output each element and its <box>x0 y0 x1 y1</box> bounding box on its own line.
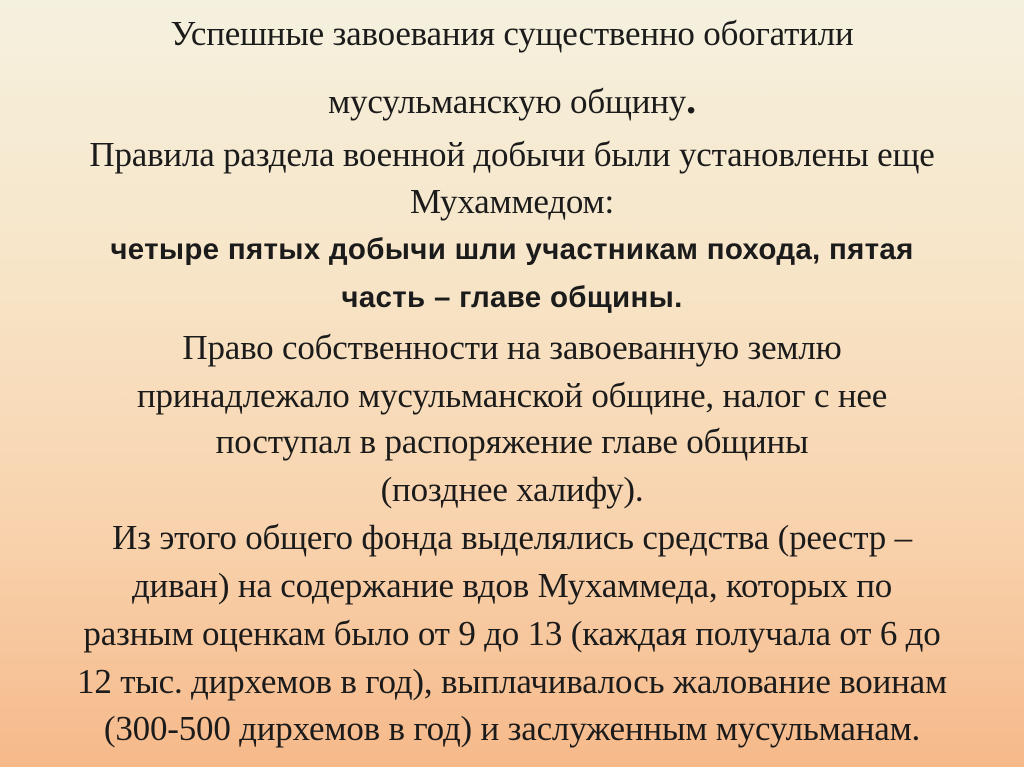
line-text: Мухаммедом: <box>409 182 614 221</box>
text-line <box>0 662 1024 702</box>
line-text: мусульманскую общину <box>328 82 687 121</box>
line-period: . <box>686 77 696 122</box>
line-text: (300-500 дирхемов в год) и заслуженным мусульманам. <box>103 709 921 748</box>
text-line-bold <box>0 278 1024 318</box>
line-text: Успешные завоевания существенно обогатили <box>170 14 854 53</box>
text-line <box>0 614 1024 654</box>
text-line <box>0 77 1024 122</box>
text-line <box>0 566 1024 606</box>
text-line <box>0 470 1024 510</box>
text-line <box>0 709 1024 749</box>
line-text: поступал в распоряжение главе общины <box>215 422 809 461</box>
text-line <box>0 14 1024 54</box>
line-text: (позднее халифу). <box>380 470 644 509</box>
text-line-bold <box>0 230 1024 270</box>
line-text: Из этого общего фонда выделялись средства (реестр – <box>112 518 912 557</box>
text-line <box>0 135 1024 175</box>
line-text: 12 тыс. дирхемов в год), выплачивалось жалование воинам <box>77 662 947 701</box>
text-line <box>0 376 1024 416</box>
line-text: принадлежало мусульманской общине, налог с нее <box>136 376 888 415</box>
line-text: диван) на содержание вдов Мухаммеда, которых по <box>131 566 893 605</box>
line-text: Право собственности на завоеванную землю <box>182 328 842 367</box>
text-line <box>0 182 1024 222</box>
text-line <box>0 422 1024 462</box>
line-text: часть – главе общины. <box>341 281 683 314</box>
line-text: Правила раздела военной добычи были установлены еще <box>89 135 935 174</box>
text-line <box>0 328 1024 368</box>
line-text: четыре пятых добычи шли участникам похода, пятая <box>110 233 914 266</box>
text-line <box>0 518 1024 558</box>
line-text: разным оценкам было от 9 до 13 (каждая получала от 6 до <box>83 614 941 653</box>
